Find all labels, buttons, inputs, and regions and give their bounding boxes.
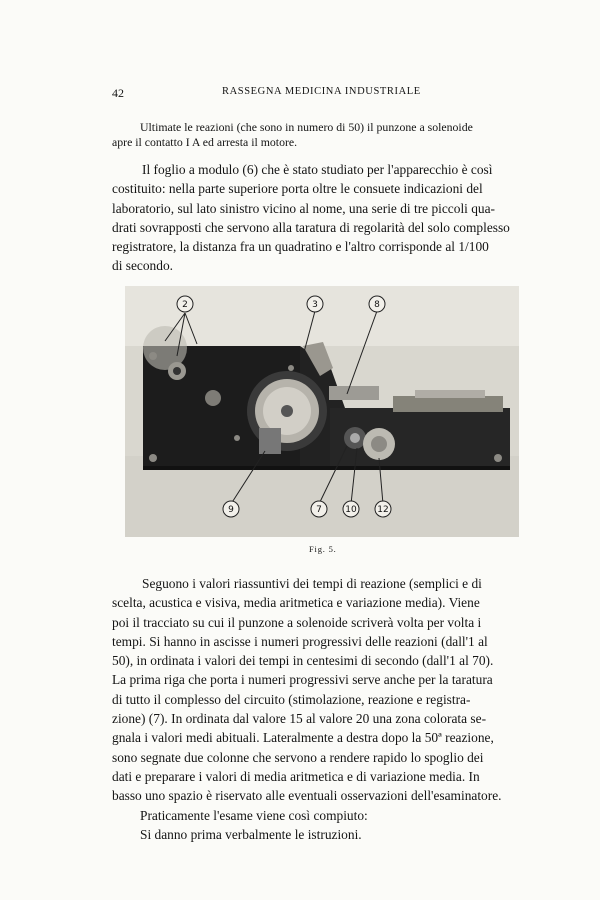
callout-label: 10 bbox=[345, 505, 357, 515]
callout-label: 9 bbox=[228, 505, 234, 515]
text-line: di tutto il complesso del circuito (stimolazione, reazione e registra- bbox=[112, 691, 471, 707]
text-line: basso uno spazio è riservato alle eventuali osservazioni dell'esaminatore. bbox=[112, 788, 502, 804]
callout-label: 8 bbox=[374, 300, 380, 310]
text-line: poi il tracciato su cui il punzone a solenoide scriverà volta per volta i bbox=[112, 614, 482, 630]
callout-label: 12 bbox=[377, 505, 389, 515]
text-line: Si danno prima verbalmente le istruzioni. bbox=[140, 826, 362, 842]
text-line: laboratorio, sul lato sinistro vicino al nome, una serie di tre piccoli qua- bbox=[112, 200, 496, 216]
text-line: Praticamente l'esame viene così compiuto: bbox=[140, 807, 368, 823]
paragraph-2 bbox=[112, 160, 542, 276]
paragraph-1 bbox=[112, 120, 542, 150]
figure-photograph bbox=[125, 286, 519, 537]
apparatus-illustration bbox=[125, 286, 519, 537]
text-line: scelta, acustica e visiva, media aritmetica e variazione media). Viene bbox=[112, 595, 480, 611]
text-line: costituito: nella parte superiore porta oltre le consuete indicazioni del bbox=[112, 181, 483, 197]
text-line: di secondo. bbox=[112, 258, 173, 274]
text-line: Ultimate le reazioni (che sono in numero di 50) il punzone a solenoide bbox=[140, 120, 473, 134]
figure-caption: Fig. 5. bbox=[309, 544, 337, 554]
running-title: RASSEGNA MEDICINA INDUSTRIALE bbox=[222, 86, 421, 97]
text-line: Il foglio a modulo (6) che è stato studiato per l'apparecchio è così bbox=[142, 162, 493, 177]
text-line: sono segnate due colonne che servono a rendere rapido lo spoglio dei bbox=[112, 749, 484, 765]
page-number: 42 bbox=[112, 86, 124, 100]
text-line: 50), in ordinata i valori dei tempi in centesimi di secondo (dall'1 al 70). bbox=[112, 653, 494, 669]
text-line: apre il contatto I A ed arresta il motore. bbox=[112, 135, 298, 149]
callout-label: 3 bbox=[312, 300, 318, 310]
text-line: tempi. Si hanno in ascisse i numeri progressivi delle reazioni (dall'1 al bbox=[112, 633, 488, 649]
callout-label: 2 bbox=[182, 300, 188, 310]
text-line: dati e preparare i valori di media aritmetica e di variazione media. In bbox=[112, 768, 480, 784]
text-line: drati sovrapposti che servono alla taratura di regolarità del solo complesso bbox=[112, 219, 510, 235]
text-line: gnala i valori medi abituali. Lateralmente a destra dopo la 50ª reazione, bbox=[112, 730, 494, 746]
text-line: La prima riga che porta i numeri progressivi serve anche per la taratura bbox=[112, 672, 493, 688]
text-line: zione) (7). In ordinata dal valore 15 al valore 20 una zona colorata se- bbox=[112, 711, 487, 727]
callout-label: 7 bbox=[316, 505, 322, 515]
paragraph-3 bbox=[112, 574, 542, 844]
text-line: registratore, la distanza fra un quadratino e l'altro corrisponde al 1/100 bbox=[112, 239, 489, 255]
text-line: Seguono i valori riassuntivi dei tempi di reazione (semplici e di bbox=[142, 576, 482, 591]
